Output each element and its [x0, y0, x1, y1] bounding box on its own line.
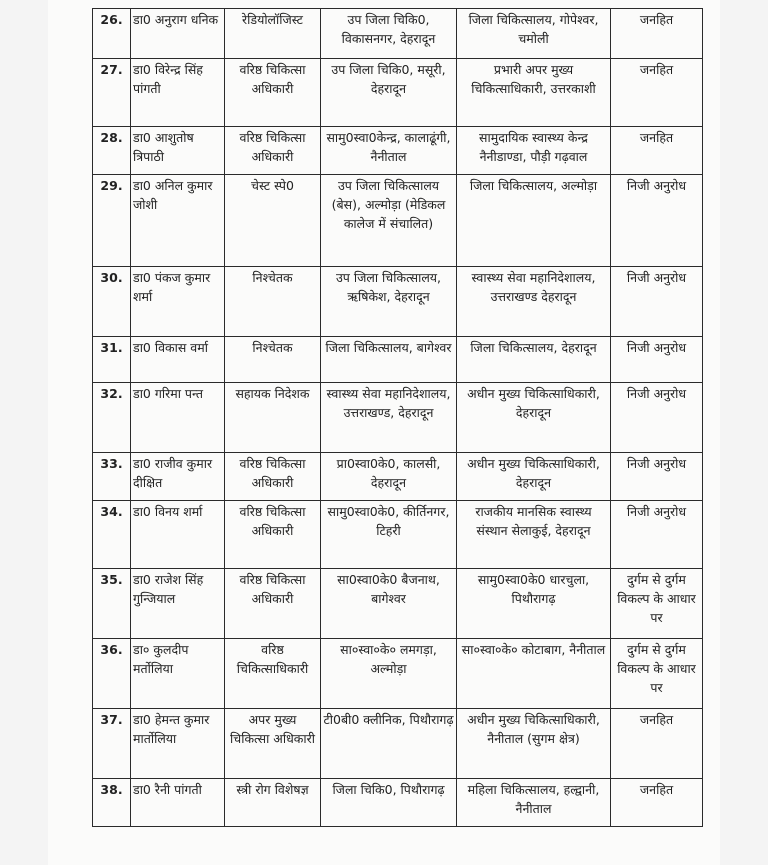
remark: दुर्गम से दुर्गम विकल्प के आधार पर — [611, 569, 703, 639]
new-posting: स्वास्थ्य सेवा महानिदेशालय, उत्तराखण्ड देहरादून — [457, 267, 611, 337]
designation: वरिष्ठ चिकित्सा अधिकारी — [225, 569, 321, 639]
designation: वरिष्ठ चिकित्सा अधिकारी — [225, 501, 321, 569]
remark: निजी अनुरोध — [611, 383, 703, 453]
remark: जनहित — [611, 9, 703, 59]
new-posting: महिला चिकित्सालय, हल्द्वानी, नैनीताल — [457, 779, 611, 827]
table-row — [93, 9, 703, 59]
table-row — [93, 59, 703, 127]
current-posting: उप जिला चिकित्सालय (बेस), अल्मोड़ा (मेडिकल कालेज में संचालित) — [321, 175, 457, 267]
designation: वरिष्ठ चिकित्सा अधिकारी — [225, 453, 321, 501]
serial-number: 33. — [93, 453, 131, 501]
remark: निजी अनुरोध — [611, 337, 703, 383]
new-posting: सा०स्वा०के० कोटाबाग, नैनीताल — [457, 639, 611, 709]
remark: निजी अनुरोध — [611, 453, 703, 501]
officer-name: डा0 गरिमा पन्त — [131, 383, 225, 453]
remark: जनहित — [611, 59, 703, 127]
officer-name: डा0 विकास वर्मा — [131, 337, 225, 383]
current-posting: टी0बी0 क्लीनिक, पिथौरागढ़ — [321, 709, 457, 779]
current-posting: उप जिला चिकि0, विकासनगर, देहरादून — [321, 9, 457, 59]
table-row — [93, 709, 703, 779]
serial-number: 28. — [93, 127, 131, 175]
new-posting: जिला चिकित्सालय, गोपेश्वर, चमोली — [457, 9, 611, 59]
table-row — [93, 501, 703, 569]
designation: वरिष्ठ चिकित्सा अधिकारी — [225, 59, 321, 127]
table-row — [93, 383, 703, 453]
transfer-table — [92, 8, 703, 827]
new-posting: जिला चिकित्सालय, अल्मोड़ा — [457, 175, 611, 267]
serial-number: 29. — [93, 175, 131, 267]
new-posting: प्रभारी अपर मुख्य चिकित्साधिकारी, उत्तरकाशी — [457, 59, 611, 127]
new-posting: अधीन मुख्य चिकित्साधिकारी, देहरादून — [457, 453, 611, 501]
remark: जनहित — [611, 709, 703, 779]
current-posting: जिला चिकि0, पिथौरागढ़ — [321, 779, 457, 827]
designation: निश्चेतक — [225, 267, 321, 337]
designation: सहायक निदेशक — [225, 383, 321, 453]
serial-number: 30. — [93, 267, 131, 337]
table-row — [93, 337, 703, 383]
officer-name: डा० कुलदीप मर्तोलिया — [131, 639, 225, 709]
designation: निश्चेतक — [225, 337, 321, 383]
table-row — [93, 453, 703, 501]
table-row — [93, 127, 703, 175]
current-posting: सामु0स्वा0केन्द्र, कालाढूंगी, नैनीताल — [321, 127, 457, 175]
table-row — [93, 267, 703, 337]
remark: निजी अनुरोध — [611, 267, 703, 337]
current-posting: स्वास्थ्य सेवा महानिदेशालय, उत्तराखण्ड, देहरादून — [321, 383, 457, 453]
officer-name: डा0 अनुराग धनिक — [131, 9, 225, 59]
officer-name: डा0 राजेश सिंह गुन्जियाल — [131, 569, 225, 639]
officer-name: डा0 राजीव कुमार दीक्षित — [131, 453, 225, 501]
designation: स्त्री रोग विशेषज्ञ — [225, 779, 321, 827]
officer-name: डा0 विरेन्द्र सिंह पांगती — [131, 59, 225, 127]
officer-name: डा0 आशुतोष त्रिपाठी — [131, 127, 225, 175]
current-posting: जिला चिकित्सालय, बागेश्वर — [321, 337, 457, 383]
remark: दुर्गम से दुर्गम विकल्प के आधार पर — [611, 639, 703, 709]
remark: निजी अनुरोध — [611, 501, 703, 569]
table-row — [93, 175, 703, 267]
officer-name: डा0 रैनी पांगती — [131, 779, 225, 827]
serial-number: 27. — [93, 59, 131, 127]
officer-name: डा0 हेमन्त कुमार मार्तोलिया — [131, 709, 225, 779]
officer-name: डा0 अनिल कुमार जोशी — [131, 175, 225, 267]
designation: वरिष्ठ चिकित्साधिकारी — [225, 639, 321, 709]
designation: चेस्ट स्पे0 — [225, 175, 321, 267]
serial-number: 32. — [93, 383, 131, 453]
serial-number: 26. — [93, 9, 131, 59]
left-border — [0, 0, 48, 865]
current-posting: सामु0स्वा0के0, कीर्तिनगर, टिहरी — [321, 501, 457, 569]
table-row — [93, 779, 703, 827]
new-posting: जिला चिकित्सालय, देहरादून — [457, 337, 611, 383]
serial-number: 36. — [93, 639, 131, 709]
new-posting: राजकीय मानसिक स्वास्थ्य संस्थान सेलाकुई, देहरादून — [457, 501, 611, 569]
table-body — [93, 9, 703, 827]
remark: निजी अनुरोध — [611, 175, 703, 267]
new-posting: सामु0स्वा0के0 धारचुला, पिथौरागढ़ — [457, 569, 611, 639]
current-posting: उप जिला चिकि0, मसूरी, देहरादून — [321, 59, 457, 127]
serial-number: 37. — [93, 709, 131, 779]
designation: अपर मुख्य चिकित्सा अधिकारी — [225, 709, 321, 779]
officer-name: डा0 पंकज कुमार शर्मा — [131, 267, 225, 337]
right-border — [720, 0, 768, 865]
serial-number: 31. — [93, 337, 131, 383]
serial-number: 35. — [93, 569, 131, 639]
serial-number: 38. — [93, 779, 131, 827]
new-posting: अधीन मुख्य चिकित्साधिकारी, देहरादून — [457, 383, 611, 453]
officer-name: डा0 विनय शर्मा — [131, 501, 225, 569]
current-posting: सा0स्वा0के0 बैजनाथ, बागेश्वर — [321, 569, 457, 639]
designation: रेडियोलॉजिस्ट — [225, 9, 321, 59]
serial-number: 34. — [93, 501, 131, 569]
current-posting: सा०स्वा०के० लमगड़ा, अल्मोड़ा — [321, 639, 457, 709]
current-posting: प्रा0स्वा0के0, कालसी, देहरादून — [321, 453, 457, 501]
new-posting: अधीन मुख्य चिकित्साधिकारी, नैनीताल (सुगम क्षेत्र) — [457, 709, 611, 779]
designation: वरिष्ठ चिकित्सा अधिकारी — [225, 127, 321, 175]
remark: जनहित — [611, 127, 703, 175]
remark: जनहित — [611, 779, 703, 827]
table-row — [93, 639, 703, 709]
new-posting: सामुदायिक स्वास्थ्य केन्द्र नैनीडाण्डा, पौड़ी गढ़वाल — [457, 127, 611, 175]
table-row — [93, 569, 703, 639]
current-posting: उप जिला चिकित्सालय, ऋषिकेश, देहरादून — [321, 267, 457, 337]
